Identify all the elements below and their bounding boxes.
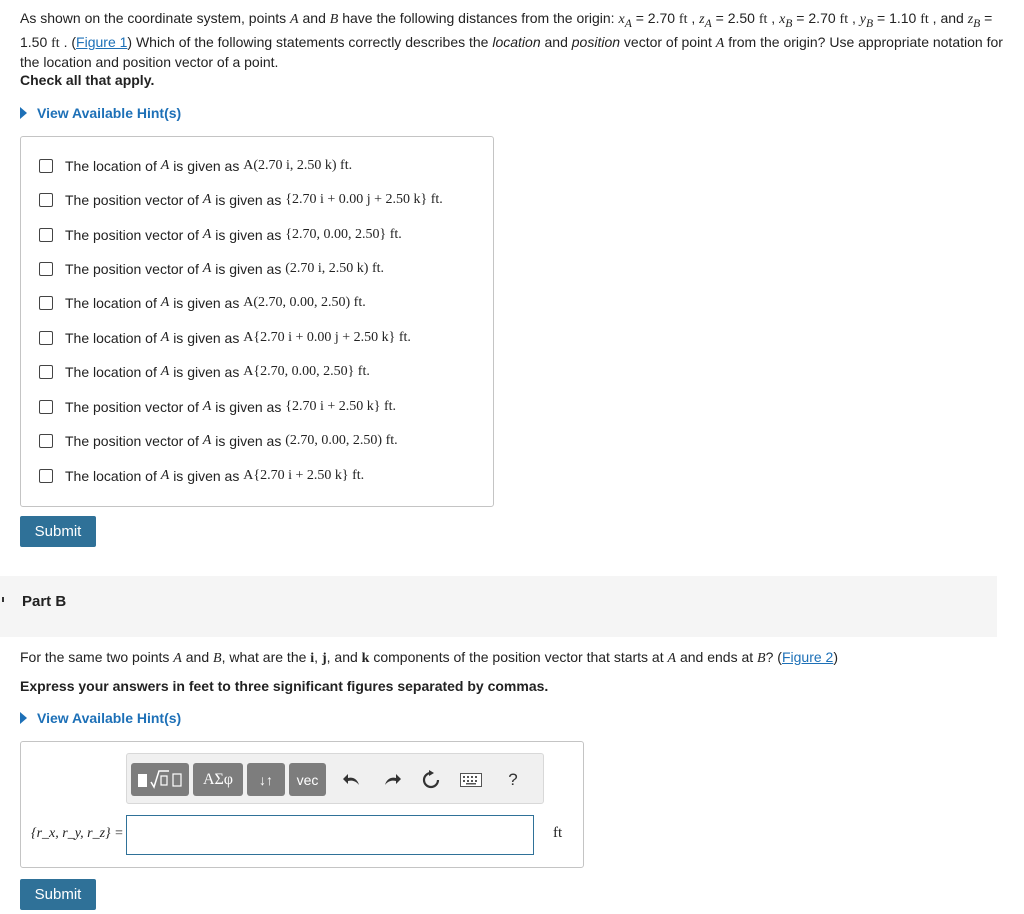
answer-area — [20, 741, 584, 868]
answer-input[interactable] — [126, 815, 534, 855]
redo-icon[interactable] — [378, 766, 406, 794]
checkbox[interactable] — [39, 228, 53, 242]
option-8[interactable]: The position vector of A is given as {2.70 i + 2.50 k} ft. — [39, 399, 396, 415]
keyboard-icon[interactable] — [457, 766, 485, 794]
checkbox[interactable] — [39, 262, 53, 276]
part-b-title: Part B — [22, 593, 67, 610]
part-a-question: As shown on the coordinate system, points A and B have the following distances from the origin: $x_A = 2.70$ ft , $z_A = 2.50$ ft , $x_B = 2.70$ ft , $y_B = 1.10$ ft , and $z_B = 1.50$ ft . (Figure 1) Which of the following statements correctly describes the location and position vector of point A from the origin? Use appropriate notation for the location and position vector of a point. — [20, 10, 1003, 70]
variable-label — [31, 826, 124, 842]
help-button[interactable]: ? — [508, 770, 518, 789]
checkbox[interactable] — [39, 400, 53, 414]
view-hints-link-b[interactable]: View Available Hint(s) — [20, 710, 181, 726]
checkbox[interactable] — [39, 159, 53, 173]
expand-triangle-icon — [20, 712, 27, 724]
option-10[interactable]: The location of A is given as A{2.70 i + 2.50 k} ft. — [39, 468, 364, 484]
options-list — [20, 136, 494, 507]
part-b-header[interactable] — [0, 576, 997, 637]
option-4[interactable]: The position vector of A is given as (2.70 i, 2.50 k) ft. — [39, 261, 384, 277]
option-7[interactable]: The location of A is given as A{2.70, 0.00, 2.50} ft. — [39, 364, 370, 380]
variable-label-text: {r_x, r_y, r_z} = — [31, 826, 124, 841]
checkbox[interactable] — [39, 469, 53, 483]
submit-button-a[interactable]: Submit — [20, 516, 96, 547]
checkbox[interactable] — [39, 331, 53, 345]
submit-button-b[interactable]: Submit — [20, 879, 96, 910]
checkbox[interactable] — [39, 434, 53, 448]
option-2[interactable]: The position vector of A is given as {2.70 i + 0.00 j + 2.50 k} ft. — [39, 192, 443, 208]
math-toolbar — [126, 753, 544, 804]
unit-label: ft — [553, 825, 563, 841]
vector-button[interactable]: vec — [289, 763, 326, 796]
undo-icon[interactable] — [338, 766, 366, 794]
option-5[interactable]: The location of A is given as A(2.70, 0.00, 2.50) ft. — [39, 295, 366, 311]
collapse-caret-icon[interactable] — [2, 597, 7, 602]
option-6[interactable]: The location of A is given as A{2.70 i + 0.00 j + 2.50 k} ft. — [39, 330, 411, 346]
checkbox[interactable] — [39, 296, 53, 310]
expand-triangle-icon — [20, 107, 27, 119]
templates-icon — [135, 768, 185, 792]
reset-icon[interactable] — [417, 766, 445, 794]
figure-2-link[interactable]: Figure 2 — [781, 649, 834, 665]
option-9[interactable]: The position vector of A is given as (2.70, 0.00, 2.50) ft. — [39, 433, 398, 449]
option-3[interactable]: The position vector of A is given as {2.70, 0.00, 2.50} ft. — [39, 227, 402, 243]
check-all-instruction: Check all that apply. — [20, 72, 155, 88]
answer-instruction: Express your answers in feet to three significant figures separated by commas. — [20, 678, 549, 694]
checkbox[interactable] — [39, 193, 53, 207]
templates-button[interactable] — [131, 763, 189, 796]
subscript-superscript-button[interactable]: ↓↑ — [247, 763, 285, 796]
view-hints-link-a[interactable]: View Available Hint(s) — [20, 105, 181, 121]
part-b-question: For the same two points A and B, what are the i, j, and k components of the position vector that starts at A and ends at B? (Figure 2) — [20, 649, 838, 666]
checkbox[interactable] — [39, 365, 53, 379]
greek-symbols-button[interactable]: ΑΣφ — [193, 763, 243, 796]
option-1[interactable]: The location of A is given as A(2.70 i, 2.50 k) ft. — [39, 158, 352, 174]
figure-1-link[interactable]: Figure 1 — [76, 33, 128, 50]
